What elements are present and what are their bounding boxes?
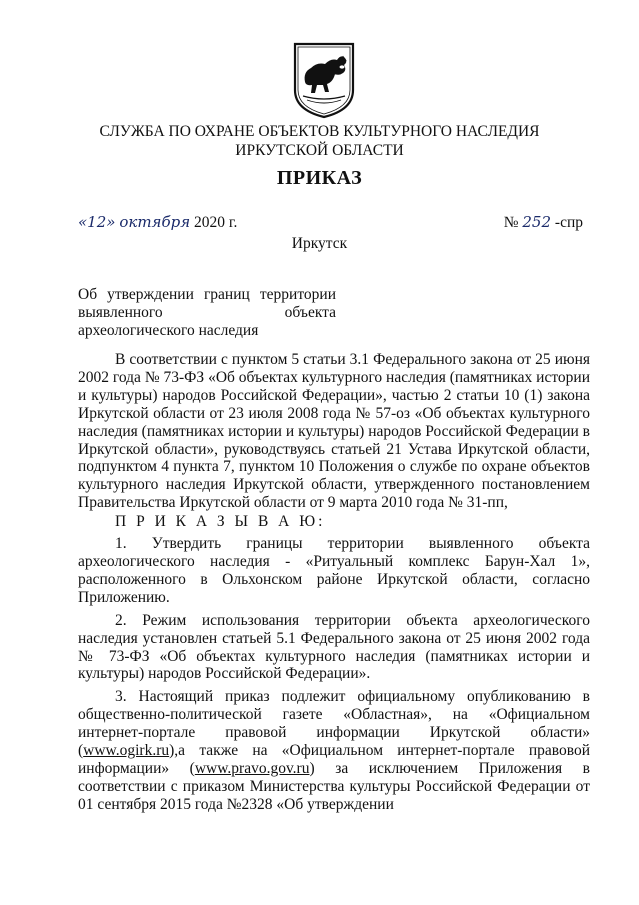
date-year: 2020 г. (194, 214, 238, 231)
agency-name (0, 122, 639, 160)
city: Иркутск (291, 235, 348, 252)
item-2-paragraph: 2. Режим использования территории объекта археологического наследия установлен статьей 5.1 Федерального закона от 25 июня 2002 года № 73-ФЗ «Об объектах культурного наследия (памятниках истории и культуры) народов Российской Федерации». (78, 611, 590, 683)
date-month: октября (119, 213, 191, 231)
number-prefix: № (503, 214, 519, 231)
order-body (78, 351, 590, 814)
number-value: 252 (522, 213, 552, 231)
order-word: П Р И К А З Ы В А Ю: (115, 513, 326, 531)
agency-name-line1: СЛУЖБА ПО ОХРАНЕ ОБЪЕКТОВ КУЛЬТУРНОГО НАСЛЕДИЯ (99, 123, 540, 140)
item-1-paragraph: 1. Утвердить границы территории выявленного объекта археологического наследия - «Ритуальный комплекс Барун-Хал 1», расположенного в Ольхонском районе Иркутской области, согласно Приложению. (78, 535, 590, 606)
item-3-text-1: 3. Настоящий приказ подлежит официальному опубликованию в общественно-политической газете «Областная», на «Официальном интернет-портале правовой информации Иркутской области» ( (78, 688, 590, 760)
item-3-text-2: ),а также на «Официальном интернет-портале правовой информации» ( (78, 742, 590, 777)
order-date (78, 213, 237, 232)
number-suffix: -спр (554, 214, 583, 231)
coat-of-arms-icon (291, 40, 357, 120)
order-subject: Об утверждении границ территории выявленного объекта археологического наследия (78, 286, 336, 339)
agency-name-line2: ИРКУТСКОЙ ОБЛАСТИ (235, 142, 404, 159)
item-3-text-3: ) за исключением Приложения в соответствии с приказом Министерства культуры Российской Федерации от 01 сентября 2015 года №2328 «Об утверждении (78, 759, 590, 813)
item-3-paragraph (78, 688, 590, 813)
preamble-paragraph: В соответствии с пунктом 5 статьи 3.1 Федерального закона от 25 июня 2002 года № 73-ФЗ «Об объектах культурного наследия (памятниках истории и культуры) народов Российской Федерации», частью 2 статьи 10 (1) закона Иркутской области от 23 июля 2008 года № 57-оз «Об объектах культурного наследия (памятниках истории и культуры) народов Российской Федерации в Иркутской области», руководствуясь статьей 21 Устава Иркутской области, подпунктом 4 пункта 7, пунктом 10 Положения о службе по охране объектов культурного наследия Иркутской области, утвержденного постановлением Правительства Иркутской области от 9 марта 2010 года № 31-пп, (78, 351, 590, 512)
pravo-link[interactable]: www.pravo.gov.ru (194, 759, 310, 777)
ogirk-link[interactable]: www.ogirk.ru (83, 742, 170, 760)
date-day: «12» (78, 213, 116, 231)
order-number (504, 213, 583, 232)
document-title: ПРИКАЗ (276, 167, 363, 189)
